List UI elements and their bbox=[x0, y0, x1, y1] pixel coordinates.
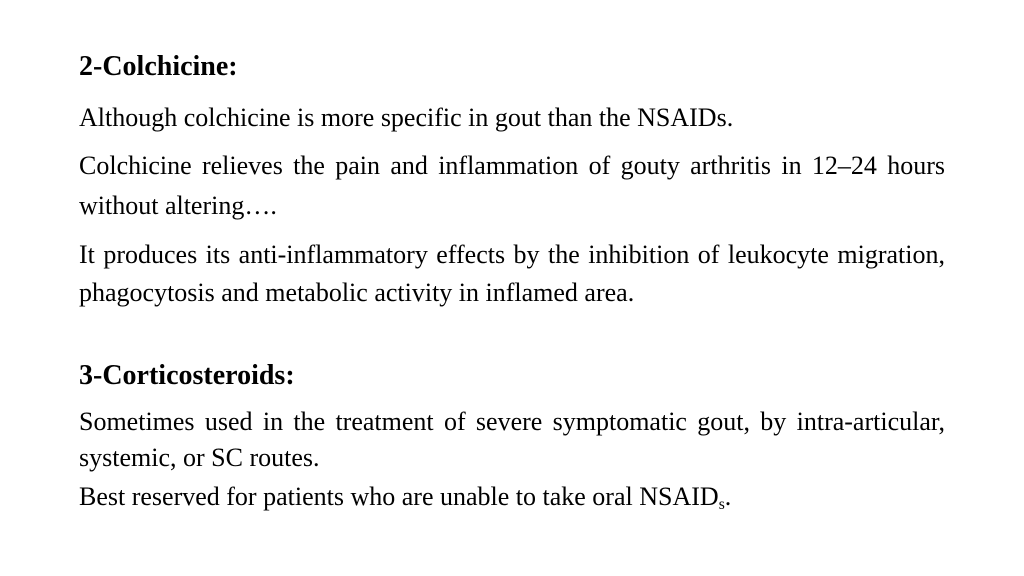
reserved-text: Best reserved for patients who are unable to take oral NSAID bbox=[79, 482, 719, 511]
reserved-period: . bbox=[724, 482, 732, 511]
colchicine-heading: 2-Colchicine: bbox=[79, 51, 238, 82]
colchicine-paragraph-specificity: Although colchicine is more specific in gout than the NSAIDs. bbox=[79, 103, 734, 132]
corticosteroids-heading: 3-Corticosteroids: bbox=[79, 360, 295, 391]
colchicine-paragraph-pain-relief: Colchicine relieves the pain and inflammation of gouty arthritis in 12–24 hours without altering…. bbox=[79, 151, 945, 220]
corticosteroids-paragraph-reserved bbox=[79, 478, 945, 516]
corticosteroids-paragraph-usage: Sometimes used in the treatment of severe symptomatic gout, by intra-articular, systemic, or SC routes. bbox=[79, 407, 945, 472]
colchicine-paragraph-mechanism: It produces its anti-inflammatory effects by the inhibition of leukocyte migration, phagocytosis and metabolic activity in inflamed area. bbox=[79, 240, 945, 307]
nsaid-subscript: s bbox=[718, 495, 725, 513]
